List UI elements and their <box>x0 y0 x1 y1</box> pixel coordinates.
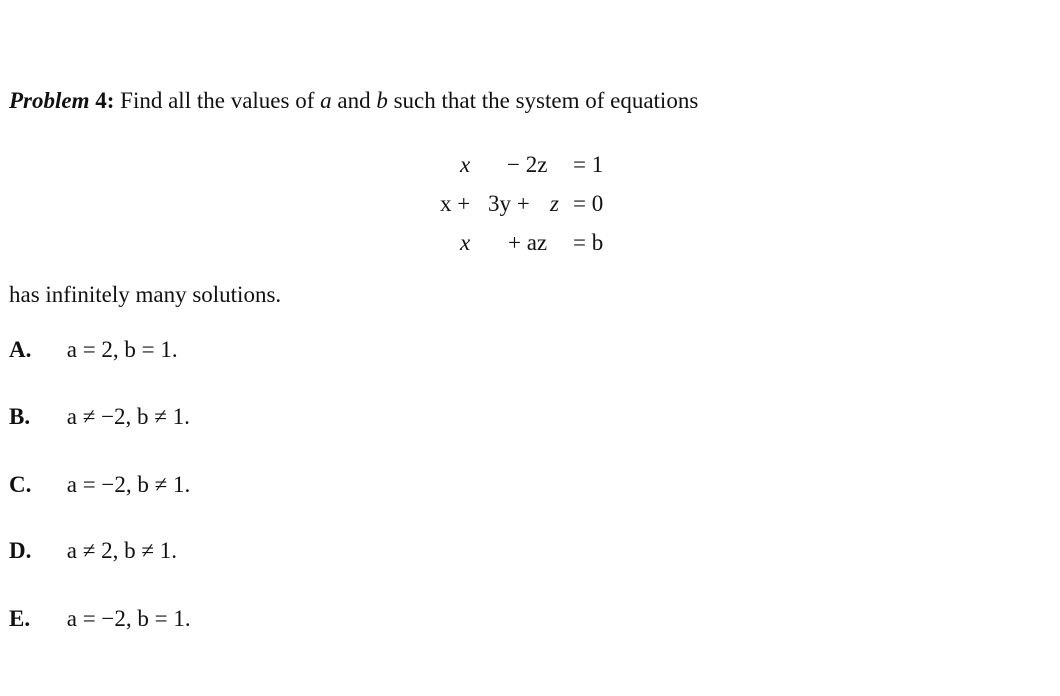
problem-statement <box>9 88 698 114</box>
option-e-text: a = −2, b = 1. <box>66 606 191 631</box>
eq3-rhs: = b <box>573 230 604 255</box>
option-e[interactable] <box>9 606 191 632</box>
problem-tail: has infinitely many solutions. <box>9 282 282 307</box>
eq2-x-term: x + <box>440 191 471 216</box>
option-a-letter: A. <box>9 337 32 362</box>
option-a-text: a = 2, b = 1. <box>66 337 178 362</box>
variable-b: b <box>376 88 388 113</box>
problem-label: Problem <box>9 88 90 113</box>
option-d-letter: D. <box>9 538 32 563</box>
eq2-y-term: 3y + <box>488 191 530 216</box>
option-b[interactable] <box>9 404 190 430</box>
eq3-x-term: x <box>460 230 471 255</box>
option-c[interactable] <box>9 472 190 498</box>
eq1-rhs: = 1 <box>573 152 604 177</box>
eq1-z-term: − 2z <box>507 152 548 177</box>
option-c-text: a = −2, b ≠ 1. <box>66 472 191 497</box>
option-d[interactable] <box>9 538 177 564</box>
eq2-z-term: z <box>550 191 559 216</box>
problem-rest: such that the system of equations <box>393 88 699 113</box>
option-b-letter: B. <box>9 404 31 429</box>
option-c-letter: C. <box>9 472 32 497</box>
variable-a: a <box>320 88 332 113</box>
option-a[interactable] <box>9 337 178 363</box>
eq2-rhs: = 0 <box>573 191 604 216</box>
option-d-text: a ≠ 2, b ≠ 1. <box>66 538 177 563</box>
option-b-text: a ≠ −2, b ≠ 1. <box>66 404 190 429</box>
and-word: and <box>337 88 371 113</box>
problem-intro: Find all the values of <box>120 88 315 113</box>
problem-number: 4: <box>95 88 115 113</box>
eq3-z-term: + az <box>508 230 548 255</box>
eq1-x-term: x <box>460 152 471 177</box>
option-e-letter: E. <box>9 606 31 631</box>
